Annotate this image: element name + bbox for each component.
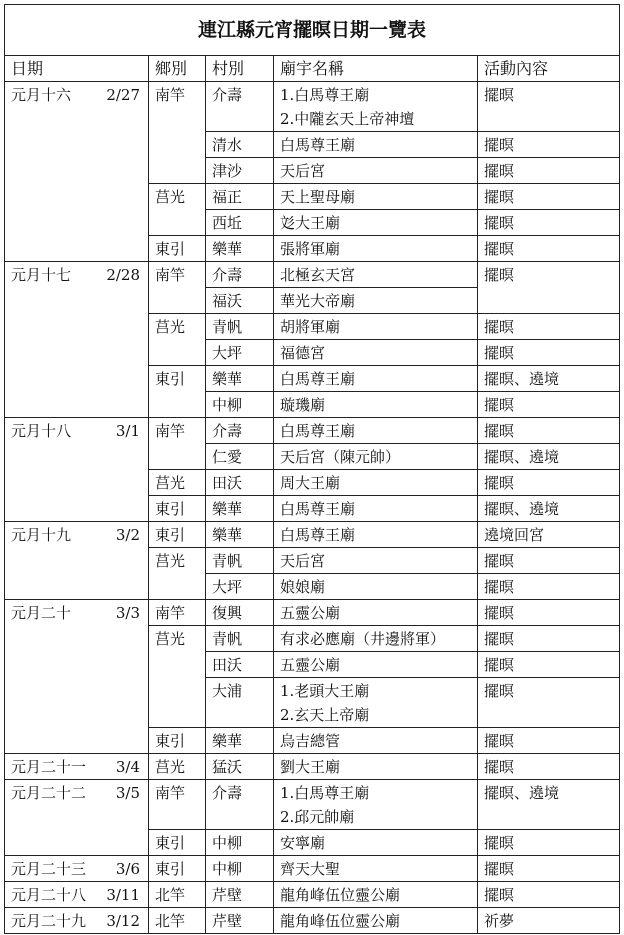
village-cell: 田沃 (206, 652, 274, 678)
village-cell: 芹壁 (206, 882, 274, 908)
table-row (5, 262, 620, 288)
activity-cell: 擺暝 (478, 830, 620, 856)
temple-name: 白馬尊王廟 (280, 526, 356, 544)
temple-name: 五靈公廟 (280, 604, 341, 622)
temple-cell (274, 366, 478, 392)
town-cell: 東引 (149, 522, 206, 548)
activity-cell: 擺暝 (478, 754, 620, 780)
temple-name: 白馬尊王廟 (280, 136, 356, 154)
activity-cell: 擺暝 (478, 82, 620, 132)
village-cell: 介壽 (206, 262, 274, 288)
town-cell: 莒光 (149, 314, 206, 366)
activity-cell: 擺暝 (478, 728, 620, 754)
village-cell: 猛沃 (206, 754, 274, 780)
table-row (5, 418, 620, 444)
temple-name: 璇璣廟 (280, 396, 326, 414)
activity-cell: 擺暝 (478, 314, 620, 340)
village-cell: 西坵 (206, 210, 274, 236)
temple-cell (274, 728, 478, 754)
temple-name: 天上聖母廟 (280, 188, 356, 206)
activity-cell: 擺暝 (478, 262, 620, 314)
temple-name: 彣大王廟 (280, 214, 341, 232)
date-cell (5, 856, 149, 882)
village-cell: 清水 (206, 132, 274, 158)
table-row (5, 856, 620, 882)
date-label: 元月十七 (11, 266, 72, 284)
village-cell: 田沃 (206, 470, 274, 496)
town-cell: 南竿 (149, 82, 206, 184)
village-cell: 樂華 (206, 728, 274, 754)
temple-cell (274, 340, 478, 366)
village-cell: 介壽 (206, 780, 274, 830)
schedule-table (4, 4, 620, 934)
village-cell: 中柳 (206, 856, 274, 882)
date-number: 2/28 (106, 266, 140, 284)
header-date: 日期 (5, 56, 149, 82)
temple-name: 天后宮 (280, 552, 326, 570)
schedule-sheet (4, 4, 619, 934)
date-cell (5, 418, 149, 522)
village-cell: 樂華 (206, 236, 274, 262)
town-cell: 南竿 (149, 262, 206, 314)
temple-cell (274, 548, 478, 574)
temple-cell (274, 262, 478, 288)
village-cell: 復興 (206, 600, 274, 626)
temple-cell (274, 314, 478, 340)
temple-name: 張將軍廟 (280, 240, 341, 258)
activity-cell: 擺暝、遶境 (478, 496, 620, 522)
temple-name: 娘娘廟 (280, 578, 326, 596)
schedule-body (5, 82, 620, 934)
village-cell: 中柳 (206, 392, 274, 418)
temple-cell (274, 132, 478, 158)
temple-cell (274, 158, 478, 184)
activity-cell: 擺暝 (478, 856, 620, 882)
temple-name: 天后宮 (280, 162, 326, 180)
temple-name: 2.邱元帥廟 (280, 808, 355, 826)
temple-name: 五靈公廟 (280, 656, 341, 674)
activity-cell: 擺暝 (478, 392, 620, 418)
temple-cell (274, 82, 478, 132)
village-cell: 樂華 (206, 366, 274, 392)
temple-cell (274, 908, 478, 934)
date-number: 3/12 (106, 912, 140, 930)
header-village: 村別 (206, 56, 274, 82)
town-cell: 東引 (149, 728, 206, 754)
table-row (5, 754, 620, 780)
date-number: 3/1 (115, 422, 140, 440)
date-cell (5, 908, 149, 934)
village-cell: 大浦 (206, 678, 274, 728)
town-cell: 東引 (149, 236, 206, 262)
date-number: 3/11 (106, 886, 140, 904)
village-cell: 福正 (206, 184, 274, 210)
date-number: 3/3 (115, 604, 140, 622)
date-label: 元月二十二 (11, 784, 87, 802)
header-town: 鄉別 (149, 56, 206, 82)
date-label: 元月二十三 (11, 860, 87, 878)
date-label: 元月二十八 (11, 886, 87, 904)
village-cell: 青帆 (206, 626, 274, 652)
activity-cell: 擺暝 (478, 600, 620, 626)
date-label: 元月二十 (11, 604, 72, 622)
town-cell: 東引 (149, 366, 206, 418)
temple-cell (274, 652, 478, 678)
date-number: 3/2 (115, 526, 140, 544)
activity-cell: 擺暝 (478, 574, 620, 600)
town-cell: 莒光 (149, 754, 206, 780)
activity-cell: 祈夢 (478, 908, 620, 934)
date-number: 3/6 (115, 860, 140, 878)
activity-cell: 遶境回宮 (478, 522, 620, 548)
temple-name: 2.中隴玄天上帝神壇 (280, 110, 415, 128)
temple-cell (274, 678, 478, 728)
town-cell: 莒光 (149, 548, 206, 600)
activity-cell: 擺暝、遶境 (478, 444, 620, 470)
temple-cell (274, 600, 478, 626)
temple-cell (274, 210, 478, 236)
table-row (5, 908, 620, 934)
activity-cell: 擺暝 (478, 678, 620, 728)
temple-name: 華光大帝廟 (280, 292, 356, 310)
temple-name: 1.老頭大王廟 (280, 682, 370, 700)
activity-cell: 擺暝 (478, 236, 620, 262)
temple-cell (274, 418, 478, 444)
temple-name: 白馬尊王廟 (280, 370, 356, 388)
temple-name: 北極玄天宮 (280, 266, 356, 284)
village-cell: 青帆 (206, 548, 274, 574)
activity-cell: 擺暝 (478, 340, 620, 366)
temple-cell (274, 184, 478, 210)
temple-name: 2.玄天上帝廟 (280, 706, 370, 724)
table-row (5, 882, 620, 908)
town-cell: 莒光 (149, 184, 206, 236)
temple-name: 福德宮 (280, 344, 326, 362)
activity-cell: 擺暝 (478, 882, 620, 908)
town-cell: 莒光 (149, 470, 206, 496)
town-cell: 北竿 (149, 908, 206, 934)
temple-name: 1.白馬尊王廟 (280, 86, 370, 104)
activity-cell: 擺暝 (478, 132, 620, 158)
date-cell (5, 882, 149, 908)
date-label: 元月十六 (11, 86, 72, 104)
town-cell: 南竿 (149, 600, 206, 626)
temple-cell (274, 522, 478, 548)
date-number: 2/27 (106, 86, 140, 104)
village-cell: 芹壁 (206, 908, 274, 934)
header-temple: 廟宇名稱 (274, 56, 478, 82)
temple-cell (274, 236, 478, 262)
village-cell: 青帆 (206, 314, 274, 340)
table-title: 連江縣元宵擺暝日期一覽表 (5, 5, 620, 56)
activity-cell: 擺暝、遶境 (478, 780, 620, 830)
temple-name: 白馬尊王廟 (280, 422, 356, 440)
temple-cell (274, 444, 478, 470)
activity-cell: 擺暝 (478, 184, 620, 210)
town-cell: 南竿 (149, 418, 206, 470)
table-row (5, 522, 620, 548)
town-cell: 東引 (149, 856, 206, 882)
header-activity: 活動內容 (478, 56, 620, 82)
temple-cell (274, 626, 478, 652)
date-cell (5, 754, 149, 780)
date-cell (5, 600, 149, 754)
date-cell (5, 780, 149, 856)
date-label: 元月二十一 (11, 758, 87, 776)
activity-cell: 擺暝 (478, 210, 620, 236)
date-cell (5, 522, 149, 600)
temple-name: 周大王廟 (280, 474, 341, 492)
date-label: 元月十八 (11, 422, 72, 440)
village-cell: 大坪 (206, 574, 274, 600)
temple-name: 龍角峰伍位靈公廟 (280, 912, 401, 930)
town-cell: 莒光 (149, 626, 206, 728)
date-cell (5, 82, 149, 262)
temple-cell (274, 780, 478, 830)
town-cell: 北竿 (149, 882, 206, 908)
temple-name: 劉大王廟 (280, 758, 341, 776)
activity-cell: 擺暝 (478, 626, 620, 652)
temple-name: 天后宮（陳元帥） (280, 448, 401, 466)
activity-cell: 擺暝 (478, 652, 620, 678)
village-cell: 大坪 (206, 340, 274, 366)
temple-name: 白馬尊王廟 (280, 500, 356, 518)
temple-cell (274, 288, 478, 314)
village-cell: 樂華 (206, 496, 274, 522)
village-cell: 中柳 (206, 830, 274, 856)
date-label: 元月二十九 (11, 912, 87, 930)
date-cell (5, 262, 149, 418)
temple-cell (274, 574, 478, 600)
temple-cell (274, 470, 478, 496)
activity-cell: 擺暝 (478, 418, 620, 444)
activity-cell: 擺暝 (478, 158, 620, 184)
activity-cell: 擺暝 (478, 548, 620, 574)
town-cell: 東引 (149, 830, 206, 856)
village-cell: 仁愛 (206, 444, 274, 470)
town-cell: 南竿 (149, 780, 206, 830)
village-cell: 樂華 (206, 522, 274, 548)
table-row (5, 600, 620, 626)
activity-cell: 擺暝 (478, 470, 620, 496)
temple-cell (274, 754, 478, 780)
date-number: 3/5 (115, 784, 140, 802)
village-cell: 福沃 (206, 288, 274, 314)
temple-cell (274, 856, 478, 882)
date-label: 元月十九 (11, 526, 72, 544)
village-cell: 津沙 (206, 158, 274, 184)
temple-name: 龍角峰伍位靈公廟 (280, 886, 401, 904)
temple-name: 1.白馬尊王廟 (280, 784, 370, 802)
table-row (5, 780, 620, 830)
town-cell: 東引 (149, 496, 206, 522)
temple-cell (274, 392, 478, 418)
table-row (5, 82, 620, 132)
temple-name: 安寧廟 (280, 834, 326, 852)
temple-name: 有求必應廟（井邊將軍） (280, 630, 446, 648)
village-cell: 介壽 (206, 418, 274, 444)
temple-cell (274, 830, 478, 856)
activity-cell: 擺暝、遶境 (478, 366, 620, 392)
date-number: 3/4 (115, 758, 140, 776)
village-cell: 介壽 (206, 82, 274, 132)
temple-name: 胡將軍廟 (280, 318, 341, 336)
temple-name: 烏吉總管 (280, 732, 341, 750)
temple-name: 齊天大聖 (280, 860, 341, 878)
temple-cell (274, 496, 478, 522)
temple-cell (274, 882, 478, 908)
